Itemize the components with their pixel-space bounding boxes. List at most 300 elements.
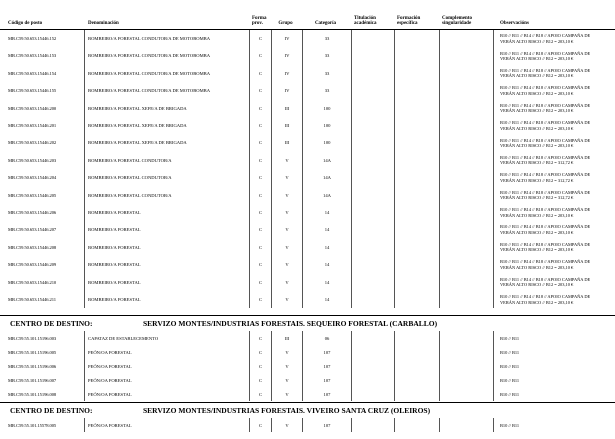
cell-codigo bbox=[0, 418, 85, 432]
cell-text: BOMBEIRO/A FORESTAL XEFE/A DE BRIGADA bbox=[88, 105, 187, 111]
cell-text: BOMBEIRO/A FORESTAL XEFE/A DE BRIGADA bbox=[88, 140, 187, 146]
cell-complemento bbox=[440, 187, 494, 204]
cell-grupo bbox=[272, 221, 303, 238]
cell-text: C bbox=[258, 279, 263, 285]
table-row bbox=[0, 373, 615, 387]
cell-text: III bbox=[284, 105, 290, 111]
cell-text: V bbox=[285, 377, 289, 383]
cell-categoria bbox=[303, 134, 352, 151]
cell-text: 107 bbox=[323, 363, 331, 369]
cell-text: C bbox=[258, 391, 263, 397]
cell-denominacion bbox=[85, 273, 250, 290]
table-row bbox=[0, 345, 615, 359]
cell-forma bbox=[250, 273, 272, 290]
cell-categoria bbox=[303, 239, 352, 256]
cell-text: MR.C59.50.653.15446.152 bbox=[8, 36, 57, 42]
cell-codigo bbox=[0, 65, 85, 82]
cell-observacions bbox=[494, 387, 615, 401]
cell-titulacion bbox=[352, 187, 395, 204]
cell-grupo bbox=[272, 418, 303, 432]
cell-complemento bbox=[440, 359, 494, 373]
cell-observacions bbox=[494, 331, 615, 345]
cell-codigo bbox=[0, 47, 85, 64]
cell-codigo bbox=[0, 239, 85, 256]
cell-denominacion bbox=[85, 239, 250, 256]
cell-forma bbox=[250, 47, 272, 64]
cell-text: C bbox=[258, 140, 263, 146]
cell-text: MR.C59.50.653.15446.153 bbox=[8, 53, 57, 59]
cell-text: 14 bbox=[324, 227, 330, 233]
cell-codigo bbox=[0, 331, 85, 345]
cell-forma bbox=[250, 152, 272, 169]
cell-denominacion bbox=[85, 418, 250, 432]
cell-observacions bbox=[494, 221, 615, 238]
table-row bbox=[0, 117, 615, 134]
cell-text: V bbox=[285, 422, 289, 428]
cell-text: 107 bbox=[323, 422, 331, 428]
cell-categoria bbox=[303, 204, 352, 221]
cell-text: MR.C59.55.101.15196.007 bbox=[8, 377, 57, 383]
cell-text: 14A bbox=[323, 157, 331, 163]
cell-grupo bbox=[272, 373, 303, 387]
cell-titulacion bbox=[352, 345, 395, 359]
table-row bbox=[0, 418, 615, 432]
cell-text: MR.C59.50.653.15446.205 bbox=[8, 192, 57, 198]
cell-denominacion bbox=[85, 331, 250, 345]
section-rows bbox=[0, 418, 615, 432]
column-header-titulacion: Titulación académica bbox=[354, 15, 377, 27]
cell-observacions bbox=[494, 30, 615, 47]
cell-text: C bbox=[258, 227, 263, 233]
cell-text: C bbox=[258, 105, 263, 111]
table-row bbox=[0, 273, 615, 290]
cell-categoria bbox=[303, 169, 352, 186]
cell-text: 33 bbox=[324, 53, 330, 59]
cell-text: C bbox=[258, 175, 263, 181]
cell-text: 100 bbox=[323, 140, 331, 146]
table-row bbox=[0, 204, 615, 221]
cell-text: MR.C59.50.653.15446.201 bbox=[8, 123, 57, 129]
cell-grupo bbox=[272, 387, 303, 401]
cell-text: V bbox=[285, 244, 289, 250]
cell-complemento bbox=[440, 100, 494, 117]
cell-categoria bbox=[303, 30, 352, 47]
cell-complemento bbox=[440, 204, 494, 221]
cell-text: CAPATAZ DE ESTABLECEMENTO bbox=[88, 335, 159, 341]
cell-forma bbox=[250, 187, 272, 204]
cell-text: MR.C59.50.653.15446.210 bbox=[8, 279, 57, 285]
cell-forma bbox=[250, 331, 272, 345]
cell-denominacion bbox=[85, 30, 250, 47]
column-header-observacions: Observacións bbox=[500, 21, 529, 27]
cell-text: C bbox=[258, 70, 263, 76]
table-row bbox=[0, 256, 615, 273]
column-header-categoria: Categoría bbox=[314, 21, 337, 27]
cell-observacions bbox=[494, 204, 615, 221]
cell-observacions bbox=[494, 373, 615, 387]
cell-denominacion bbox=[85, 169, 250, 186]
cell-text: MR.C59.50.653.15446.208 bbox=[8, 244, 57, 250]
cell-text: B10 // B11 bbox=[500, 377, 520, 383]
cell-titulacion bbox=[352, 169, 395, 186]
cell-text: III bbox=[284, 123, 290, 129]
cell-text: BOMBEIRO/A FORESTAL bbox=[88, 262, 141, 268]
cell-grupo bbox=[272, 47, 303, 64]
cell-complemento bbox=[440, 134, 494, 151]
cell-text: C bbox=[258, 244, 263, 250]
table-row bbox=[0, 331, 615, 345]
cell-denominacion bbox=[85, 187, 250, 204]
column-header-formacion: Formación específica bbox=[397, 15, 421, 27]
cell-text: IV bbox=[284, 36, 290, 42]
cell-denominacion bbox=[85, 82, 250, 99]
cell-denominacion bbox=[85, 65, 250, 82]
cell-categoria bbox=[303, 221, 352, 238]
cell-denominacion bbox=[85, 359, 250, 373]
cell-text: V bbox=[285, 192, 289, 198]
cell-formacion bbox=[395, 359, 440, 373]
cell-text: MR.C59.50.653.15446.206 bbox=[8, 210, 57, 215]
cell-categoria bbox=[303, 418, 352, 432]
centro-destino-label: CENTRO DE DESTINO: bbox=[10, 319, 93, 329]
table-row bbox=[0, 169, 615, 186]
cell-titulacion bbox=[352, 331, 395, 345]
cell-text: MR.C59.55.101.15196.008 bbox=[8, 391, 57, 397]
cell-text: PEÓN/OA FORESTAL bbox=[88, 377, 132, 383]
section-rows bbox=[0, 331, 615, 401]
cell-categoria bbox=[303, 291, 352, 308]
cell-text: B10 // B11 // B14 // B18 // APOIO CAMPAÑA DE VERÁN ALTO RISCO // B12 = 203,10 € bbox=[500, 259, 591, 270]
cell-categoria bbox=[303, 65, 352, 82]
cell-text: PEÓN/OA FORESTAL bbox=[88, 349, 132, 355]
cell-text: B10 // B11 bbox=[500, 422, 520, 428]
cell-text: MR.C59.50.653.15446.204 bbox=[8, 175, 57, 181]
cell-titulacion bbox=[352, 221, 395, 238]
cell-formacion bbox=[395, 204, 440, 221]
cell-text: MR.C59.50.653.15446.200 bbox=[8, 105, 57, 111]
cell-text: B10 // B11 // B14 // B18 // APOIO CAMPAÑA DE VERÁN ALTO RISCO // B12 = 203,10 € bbox=[500, 33, 591, 44]
cell-text: C bbox=[258, 210, 263, 215]
cell-titulacion bbox=[352, 387, 395, 401]
cell-formacion bbox=[395, 152, 440, 169]
cell-complemento bbox=[440, 256, 494, 273]
cell-text: III bbox=[284, 335, 290, 341]
cell-text: B10 // B11 // B14 // B18 // APOIO CAMPAÑA DE VERÁN ALTO RISCO // B12 = 312,72 € bbox=[500, 189, 591, 201]
cell-formacion bbox=[395, 65, 440, 82]
cell-text: C bbox=[258, 53, 263, 59]
cell-complemento bbox=[440, 47, 494, 64]
cell-text: BOMBEIRO/A FORESTAL bbox=[88, 210, 141, 215]
cell-text: B10 // B11 // B14 // B18 // APOIO CAMPAÑA DE VERÁN ALTO RISCO // B12 = 312,72 € bbox=[500, 154, 591, 166]
cell-forma bbox=[250, 100, 272, 117]
cell-titulacion bbox=[352, 30, 395, 47]
cell-text: IV bbox=[284, 88, 290, 94]
cell-text: BOMBEIRO/A FORESTAL CONDUTOR/A DE MOTOBOMBA bbox=[88, 36, 211, 42]
cell-text: 107 bbox=[323, 377, 331, 383]
table-row bbox=[0, 65, 615, 82]
cell-text: 14 bbox=[324, 244, 330, 250]
table-row bbox=[0, 291, 615, 308]
cell-grupo bbox=[272, 345, 303, 359]
cell-text: C bbox=[258, 88, 263, 94]
cell-formacion bbox=[395, 187, 440, 204]
cell-categoria bbox=[303, 373, 352, 387]
cell-forma bbox=[250, 345, 272, 359]
centro-destino-name: SERVIZO MONTES/INDUSTRIAS FORESTAIS. VIVEIRO SANTA CRUZ (OLEIROS) bbox=[143, 406, 431, 416]
cell-formacion bbox=[395, 387, 440, 401]
cell-observacions bbox=[494, 169, 615, 186]
table-row bbox=[0, 47, 615, 64]
cell-forma bbox=[250, 169, 272, 186]
cell-text: B10 // B11 // B14 // B18 // APOIO CAMPAÑA DE VERÁN ALTO RISCO // B12 = 203,10 € bbox=[500, 137, 591, 149]
column-header-denominacion: Denominación bbox=[88, 21, 119, 27]
cell-codigo bbox=[0, 359, 85, 373]
cell-denominacion bbox=[85, 387, 250, 401]
cell-grupo bbox=[272, 100, 303, 117]
cell-complemento bbox=[440, 345, 494, 359]
cell-categoria bbox=[303, 82, 352, 99]
cell-text: V bbox=[285, 157, 289, 163]
cell-text: 107 bbox=[323, 391, 331, 397]
cell-denominacion bbox=[85, 134, 250, 151]
cell-grupo bbox=[272, 65, 303, 82]
cell-titulacion bbox=[352, 273, 395, 290]
cell-text: PEÓN/OA FORESTAL bbox=[88, 363, 132, 369]
cell-codigo bbox=[0, 387, 85, 401]
cell-formacion bbox=[395, 117, 440, 134]
cell-complemento bbox=[440, 30, 494, 47]
cell-formacion bbox=[395, 256, 440, 273]
cell-text: MR.C59.55.101.15196.005 bbox=[8, 349, 57, 355]
cell-categoria bbox=[303, 273, 352, 290]
section-rows bbox=[0, 30, 615, 308]
cell-categoria bbox=[303, 359, 352, 373]
cell-titulacion bbox=[352, 117, 395, 134]
cell-forma bbox=[250, 30, 272, 47]
cell-complemento bbox=[440, 221, 494, 238]
cell-denominacion bbox=[85, 47, 250, 64]
cell-text: PEÓN/OA FORESTAL bbox=[88, 422, 132, 428]
cell-text: C bbox=[258, 335, 263, 341]
cell-formacion bbox=[395, 134, 440, 151]
cell-grupo bbox=[272, 134, 303, 151]
cell-formacion bbox=[395, 291, 440, 308]
cell-categoria bbox=[303, 187, 352, 204]
cell-titulacion bbox=[352, 134, 395, 151]
cell-categoria bbox=[303, 345, 352, 359]
cell-text: 14 bbox=[324, 279, 330, 285]
cell-forma bbox=[250, 291, 272, 308]
cell-formacion bbox=[395, 331, 440, 345]
cell-complemento bbox=[440, 65, 494, 82]
cell-text: 06 bbox=[324, 335, 330, 341]
cell-text: B10 // B11 // B14 // B18 // APOIO CAMPAÑA DE VERÁN ALTO RISCO // B12 = 203,10 € bbox=[500, 85, 591, 96]
cell-text: 14 bbox=[324, 262, 330, 268]
cell-text: B10 // B11 bbox=[500, 349, 520, 355]
cell-denominacion bbox=[85, 152, 250, 169]
cell-text: BOMBEIRO/A FORESTAL CONDUTOR/A DE MOTOBOMBA bbox=[88, 53, 211, 59]
cell-categoria bbox=[303, 387, 352, 401]
cell-categoria bbox=[303, 331, 352, 345]
cell-text: V bbox=[285, 210, 289, 215]
cell-text: III bbox=[284, 140, 290, 146]
cell-formacion bbox=[395, 47, 440, 64]
cell-observacions bbox=[494, 256, 615, 273]
cell-text: V bbox=[285, 175, 289, 181]
centro-destino-name: SERVIZO MONTES/INDUSTRIAS FORESTAIS. SEQUEIRO FORESTAL (CARBALLO) bbox=[143, 319, 438, 329]
cell-text: V bbox=[285, 279, 289, 285]
cell-complemento bbox=[440, 82, 494, 99]
cell-categoria bbox=[303, 152, 352, 169]
cell-titulacion bbox=[352, 204, 395, 221]
cell-titulacion bbox=[352, 82, 395, 99]
cell-text: C bbox=[258, 422, 263, 428]
cell-observacions bbox=[494, 47, 615, 64]
cell-forma bbox=[250, 256, 272, 273]
cell-observacions bbox=[494, 117, 615, 134]
cell-text: B10 // B11 // B14 // B18 // APOIO CAMPAÑA DE VERÁN ALTO RISCO // B12 = 203,10 € bbox=[500, 241, 591, 253]
cell-text: MR.C59.50.653.15446.209 bbox=[8, 262, 57, 268]
cell-text: V bbox=[285, 227, 289, 233]
cell-complemento bbox=[440, 331, 494, 345]
cell-complemento bbox=[440, 387, 494, 401]
cell-text: V bbox=[285, 262, 289, 268]
cell-formacion bbox=[395, 345, 440, 359]
cell-text: BOMBEIRO/A FORESTAL CONDUTOR/A bbox=[88, 175, 172, 181]
cell-text: B10 // B11 // B14 // B18 // APOIO CAMPAÑA DE VERÁN ALTO RISCO // B12 = 203,10 € bbox=[500, 294, 591, 305]
cell-text: 100 bbox=[323, 105, 331, 111]
cell-complemento bbox=[440, 239, 494, 256]
cell-forma bbox=[250, 373, 272, 387]
cell-titulacion bbox=[352, 359, 395, 373]
table-row bbox=[0, 387, 615, 401]
cell-complemento bbox=[440, 169, 494, 186]
cell-grupo bbox=[272, 169, 303, 186]
cell-text: V bbox=[285, 363, 289, 369]
cell-text: PEÓN/OA FORESTAL bbox=[88, 391, 132, 397]
cell-titulacion bbox=[352, 152, 395, 169]
cell-formacion bbox=[395, 221, 440, 238]
cell-titulacion bbox=[352, 373, 395, 387]
cell-titulacion bbox=[352, 291, 395, 308]
cell-complemento bbox=[440, 418, 494, 432]
cell-text: C bbox=[258, 192, 263, 198]
table-sections bbox=[0, 30, 615, 432]
cell-text: B10 // B11 // B14 // B18 // APOIO CAMPAÑA DE VERÁN ALTO RISCO // B12 = 203,10 € bbox=[500, 224, 591, 235]
cell-observacions bbox=[494, 418, 615, 432]
cell-text: 14A bbox=[323, 175, 331, 181]
cell-text: 14 bbox=[324, 296, 330, 302]
cell-text: B10 // B11 // B14 // B18 // APOIO CAMPAÑA DE VERÁN ALTO RISCO // B12 = 203,10 € bbox=[500, 276, 591, 288]
cell-codigo bbox=[0, 134, 85, 151]
cell-text: C bbox=[258, 262, 263, 268]
table-row bbox=[0, 221, 615, 238]
cell-text: V bbox=[285, 391, 289, 397]
cell-grupo bbox=[272, 256, 303, 273]
cell-text: 33 bbox=[324, 70, 330, 76]
cell-titulacion bbox=[352, 256, 395, 273]
cell-grupo bbox=[272, 239, 303, 256]
cell-text: C bbox=[258, 123, 263, 129]
cell-text: B10 // B11 // B14 // B18 // APOIO CAMPAÑA DE VERÁN ALTO RISCO // B12 = 203,10 € bbox=[500, 50, 591, 62]
cell-text: MR.C59.55.101.15578.005 bbox=[8, 422, 57, 428]
cell-titulacion bbox=[352, 47, 395, 64]
cell-text: C bbox=[258, 363, 263, 369]
cell-grupo bbox=[272, 82, 303, 99]
cell-categoria bbox=[303, 47, 352, 64]
column-header-codigo: Código de posto bbox=[8, 21, 43, 27]
cell-text: V bbox=[285, 349, 289, 355]
table-row bbox=[0, 152, 615, 169]
cell-grupo bbox=[272, 273, 303, 290]
cell-text: B10 // B11 // B14 // B18 // APOIO CAMPAÑA DE VERÁN ALTO RISCO // B12 = 312,72 € bbox=[500, 172, 591, 183]
cell-grupo bbox=[272, 187, 303, 204]
cell-forma bbox=[250, 221, 272, 238]
table-row bbox=[0, 82, 615, 99]
cell-denominacion bbox=[85, 373, 250, 387]
cell-text: C bbox=[258, 349, 263, 355]
cell-text: IV bbox=[284, 53, 290, 59]
cell-forma bbox=[250, 134, 272, 151]
cell-codigo bbox=[0, 256, 85, 273]
table-row bbox=[0, 100, 615, 117]
cell-formacion bbox=[395, 373, 440, 387]
cell-observacions bbox=[494, 152, 615, 169]
cell-denominacion bbox=[85, 221, 250, 238]
cell-codigo bbox=[0, 187, 85, 204]
cell-text: 100 bbox=[323, 123, 331, 129]
cell-denominacion bbox=[85, 204, 250, 221]
cell-forma bbox=[250, 387, 272, 401]
cell-text: V bbox=[285, 296, 289, 302]
cell-formacion bbox=[395, 30, 440, 47]
cell-titulacion bbox=[352, 418, 395, 432]
cell-text: MR.C59.50.653.15446.207 bbox=[8, 227, 57, 233]
cell-codigo bbox=[0, 345, 85, 359]
centro-destino-header bbox=[0, 402, 615, 418]
cell-text: BOMBEIRO/A FORESTAL CONDUTOR/A DE MOTOBOMBA bbox=[88, 88, 211, 94]
cell-denominacion bbox=[85, 117, 250, 134]
cell-complemento bbox=[440, 373, 494, 387]
cell-text: MR.C59.55.101.15196.006 bbox=[8, 363, 57, 369]
cell-text: B10 // B11 bbox=[500, 363, 520, 369]
cell-titulacion bbox=[352, 65, 395, 82]
cell-text: MR.C59.50.653.15446.203 bbox=[8, 157, 57, 163]
cell-formacion bbox=[395, 169, 440, 186]
cell-codigo bbox=[0, 169, 85, 186]
table-row bbox=[0, 30, 615, 47]
cell-text: C bbox=[258, 36, 263, 42]
cell-formacion bbox=[395, 82, 440, 99]
cell-text: 33 bbox=[324, 88, 330, 94]
cell-forma bbox=[250, 117, 272, 134]
cell-observacions bbox=[494, 82, 615, 99]
cell-text: BOMBEIRO/A FORESTAL bbox=[88, 227, 141, 233]
cell-text: IV bbox=[284, 70, 290, 76]
cell-observacions bbox=[494, 239, 615, 256]
cell-text: BOMBEIRO/A FORESTAL bbox=[88, 279, 141, 285]
cell-text: BOMBEIRO/A FORESTAL CONDUTOR/A bbox=[88, 157, 172, 163]
cell-formacion bbox=[395, 418, 440, 432]
centro-destino-header bbox=[0, 315, 615, 331]
cell-forma bbox=[250, 82, 272, 99]
cell-formacion bbox=[395, 100, 440, 117]
cell-text: BOMBEIRO/A FORESTAL bbox=[88, 244, 141, 250]
cell-text: B10 // B11 // B14 // B18 // APOIO CAMPAÑA DE VERÁN ALTO RISCO // B12 = 203,10 € bbox=[500, 207, 591, 218]
cell-grupo bbox=[272, 30, 303, 47]
cell-text: MR.C59.55.101.15196.003 bbox=[8, 335, 57, 341]
cell-grupo bbox=[272, 204, 303, 221]
